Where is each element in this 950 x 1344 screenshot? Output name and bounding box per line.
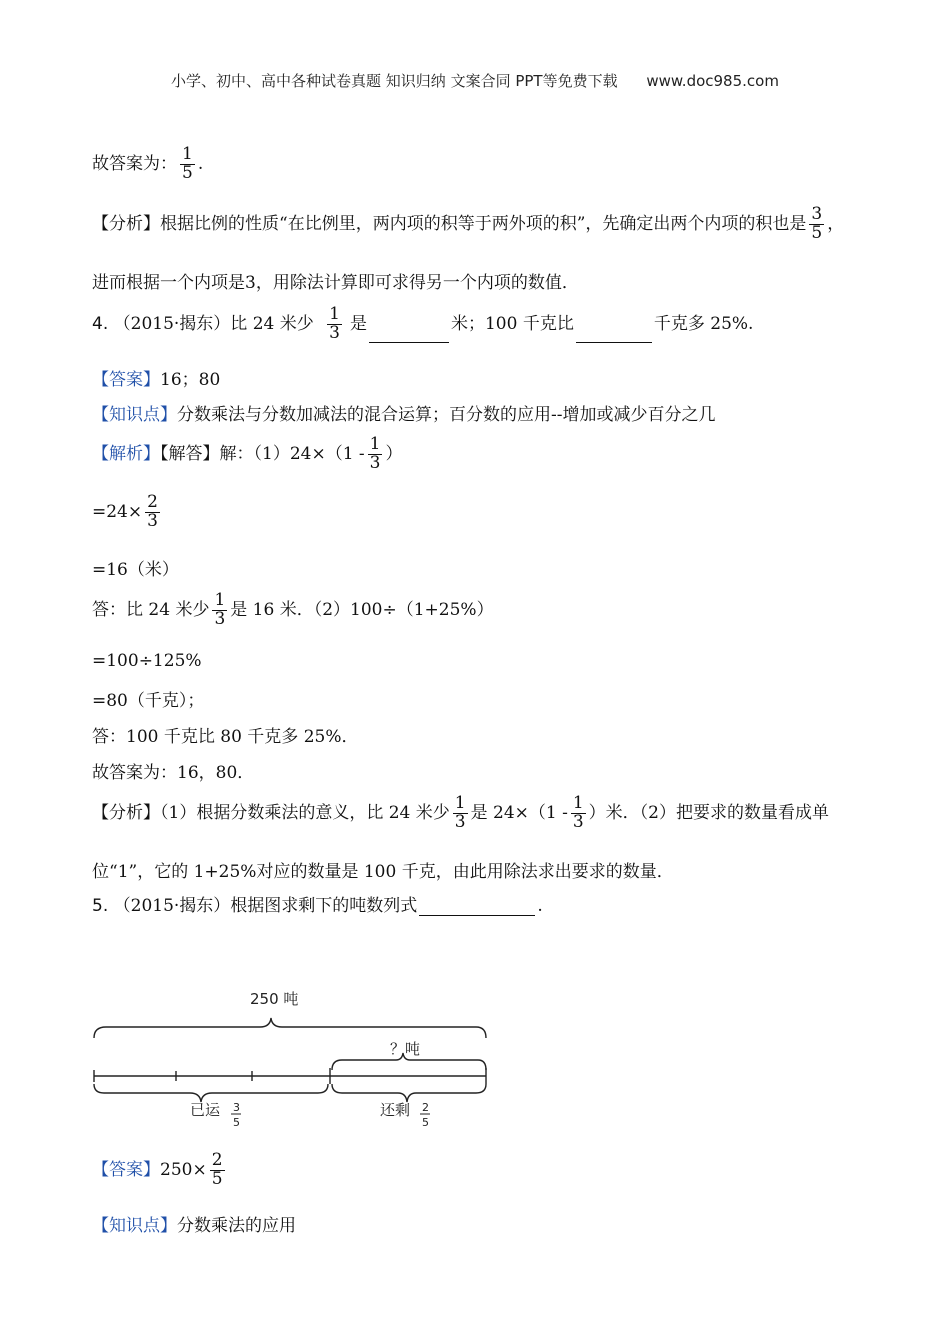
knowledge-tag: 【知识点】 xyxy=(92,1216,177,1236)
analysis-tag: 【分析】 xyxy=(92,213,160,234)
fraction: $\frac{1}{5}$ xyxy=(182,144,193,183)
answer-prefix: 故答案为： xyxy=(92,153,177,174)
svg-text:5: 5 xyxy=(233,1116,240,1129)
prev-analysis-line2: 进而根据一个内项是3，用除法计算即可求得另一个内项的数值． xyxy=(92,273,579,293)
fraction: $\frac{1}{3}$ xyxy=(572,793,584,832)
q5-knowledge: 【知识点】分数乘法的应用 xyxy=(92,1216,296,1236)
solve-tag: 【解析】 xyxy=(92,443,160,464)
unknown-label: ？吨 xyxy=(390,1040,421,1058)
answer-blank[interactable] xyxy=(576,324,652,343)
shipped-label: 已运 xyxy=(190,1101,221,1119)
q4-solve-line: 【解析】【解答】解：（1）24×（1 - $\frac{1}{3}$ ） xyxy=(92,434,403,473)
q5-answer: 【答案】250× $\frac{2}{5}$ xyxy=(92,1150,223,1189)
header-text: 小学、初中、高中各种试卷真题 知识归纳 文案合同 PPT等免费下载 xyxy=(171,72,618,90)
q4-step2: =16（米） xyxy=(92,560,179,580)
q4-final: 故答案为：16，80． xyxy=(92,763,255,783)
question-4: 4. （2015·揭东）比 24 米少 $\frac{1}{3}$ 是 米；100 千克比 千克多 25%. xyxy=(92,304,754,343)
q4-step1: =24× $\frac{2}{3}$ xyxy=(92,492,158,531)
answer-tag: 【答案】 xyxy=(92,1159,160,1180)
answer-tag: 【答案】 xyxy=(92,370,160,390)
remaining-brace xyxy=(332,1084,486,1102)
question-number: 5. xyxy=(92,896,109,916)
fraction: $\frac{2}{3}$ xyxy=(147,492,158,531)
knowledge-tag: 【知识点】 xyxy=(92,405,177,425)
header-site: www.doc985.com xyxy=(646,72,779,90)
tonnage-diagram xyxy=(80,980,500,1130)
total-brace xyxy=(94,1018,486,1038)
answer-blank[interactable] xyxy=(419,897,535,916)
analysis-tag: 【分析】 xyxy=(92,802,160,823)
svg-text:5: 5 xyxy=(422,1116,429,1129)
fraction: $\frac{1}{3}$ xyxy=(214,590,226,629)
prev-answer-line: 故答案为： $\frac{1}{5}$ . xyxy=(92,144,204,183)
question-5: 5. （2015·揭东）根据图求剩下的吨数列式 . xyxy=(92,896,543,916)
q4-ans2: 答：100 千克比 80 千克多 25%． xyxy=(92,727,359,747)
fraction: $\frac{2}{5}$ xyxy=(211,1150,223,1189)
fraction: $\frac{1}{3}$ xyxy=(329,304,340,343)
fraction: $\frac{3}{5}$ xyxy=(811,204,823,243)
q4-answer: 【答案】16；80 xyxy=(92,370,221,390)
svg-text:2: 2 xyxy=(422,1101,429,1114)
total-label: 250 吨 xyxy=(250,990,299,1008)
remaining-label: 还剩 xyxy=(380,1101,411,1119)
q4-step3: =100÷125% xyxy=(92,651,202,671)
q4-ans1: 答：比 24 米少 $\frac{1}{3}$ 是 16 米．（2）100÷（1+25%） xyxy=(92,590,494,629)
answer-blank[interactable] xyxy=(369,324,449,343)
svg-text:3: 3 xyxy=(233,1101,240,1114)
fraction: $\frac{1}{3}$ xyxy=(454,793,466,832)
q4-step4: =80（千克）； xyxy=(92,691,205,711)
prev-analysis-line1: 【分析】根据比例的性质“在比例里，两内项的积等于两外项的积”，先确定出两个内项的积也是 $\frac{3}{5}$ ， xyxy=(92,204,845,243)
fraction: $\frac{1}{3}$ xyxy=(369,434,381,473)
page-header xyxy=(0,70,950,91)
q4-analysis-line1: 【分析】（1）根据分数乘法的意义，比 24 米少 $\frac{1}{3}$ 是 24×（1 - $\frac{1}{3}$ ）米．（2）把要求的数量看成单 xyxy=(92,793,829,832)
shipped-brace xyxy=(94,1084,328,1102)
question-number: 4. xyxy=(92,313,109,334)
q4-analysis-line2: 位“1”，它的 1+25%对应的数量是 100 千克，由此用除法求出要求的数量． xyxy=(92,862,674,882)
q4-knowledge: 【知识点】分数乘法与分数加减法的混合运算；百分数的应用--增加或减少百分之几 xyxy=(92,405,716,425)
